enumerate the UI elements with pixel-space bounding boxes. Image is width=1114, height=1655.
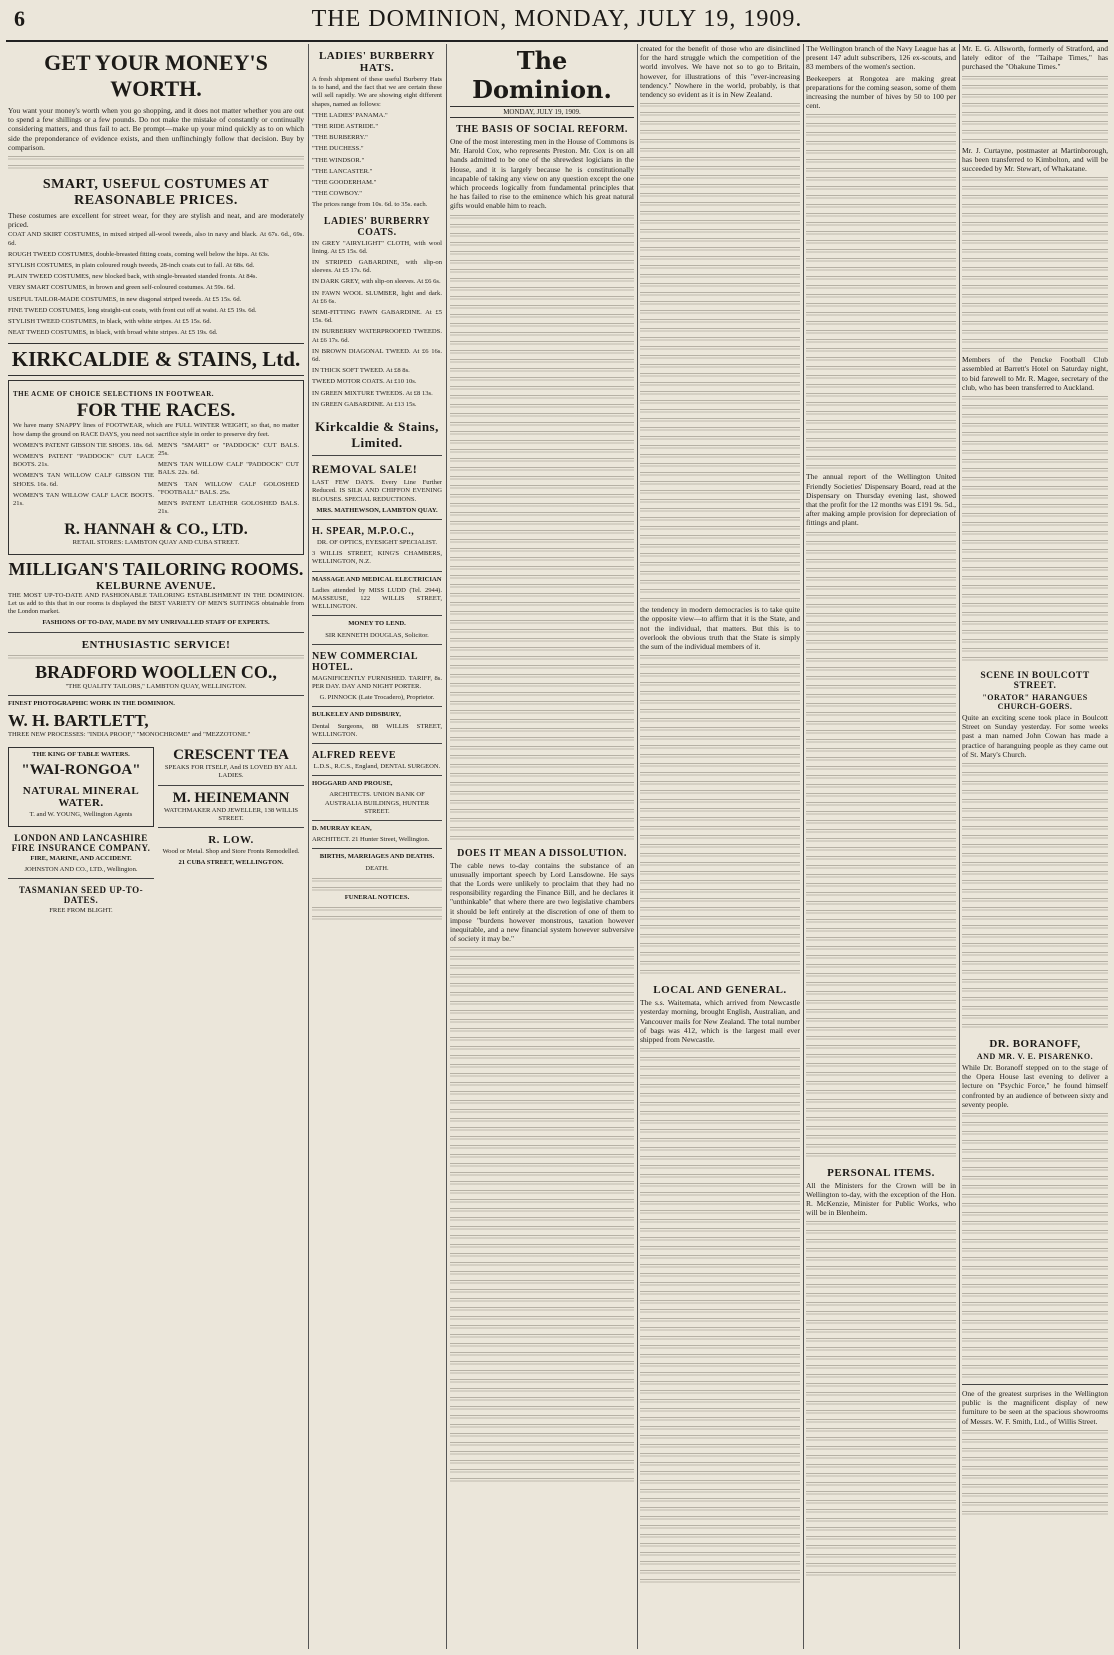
article-body: Beekeepers at Rongotea are making great preparations for the coming season, some of them increasing the number of hives by 50 to 100 per cent. <box>806 73 956 111</box>
list-item: PLAIN TWEED COSTUMES, new blocked back, with single-breasted standed fronts. At 84s. <box>8 273 258 281</box>
coats-headline: LADIES' BURBERRY COATS. <box>323 215 431 238</box>
list-item: FINE TWEED COSTUMES, long straight-cut coats, with front cut off at waist. At £5 19s. 6d. <box>8 306 257 314</box>
article-body: Mr. J. Curtayne, postmaster at Martinborough, has been transferred to Kimbolton, and will be succeeded by Mr. Stewart, of Whakatane. <box>962 145 1108 174</box>
kirkcaldie-advertiser: KIRKCALDIE & STAINS, Ltd. <box>8 343 304 376</box>
hoggard-sub: ARCHITECTS. UNION BANK OF AUSTRALIA BUILDINGS, HUNTER STREET. <box>324 791 430 815</box>
hats-intro: A fresh shipment of these useful Burberry Hats is to hand, and the fact that we are certain these will sell rapidly. We are showing eight different shapes, named as follows: <box>312 76 442 108</box>
removal-head: REMOVAL SALE! <box>312 462 418 477</box>
article-body: The s.s. Waitemata, which arrived from Newcastle yesterday morning, brought English, Australian, and Vancouver mails for New Zealand. The total number of bags was 412, which is the largest mail ever shipped from Newcastle. <box>640 998 800 1045</box>
newspaper-nameplate: The Dominion. <box>472 46 612 104</box>
hannah-address: RETAIL STORES: LAMBTON QUAY AND CUBA STREET. <box>72 539 240 547</box>
news-column-6 <box>962 44 1108 1649</box>
insurance-sub: FIRE, MARINE, AND ACCIDENT. <box>30 854 132 862</box>
list-item: IN STRIPED GABARDINE, with slip-on sleeves. At £5 17s. 6d. <box>312 259 442 275</box>
loan-signature: SIR KENNETH DOUGLAS, Solicitor. <box>325 631 429 639</box>
bartlett-name: W. H. BARTLETT, <box>8 710 149 730</box>
list-item: "THE LADIES' PANAMA." <box>312 111 388 119</box>
list-item: IN GREEN MIXTURE TWEEDS. At £8 13s. <box>312 389 433 397</box>
article-body: One of the greatest surprises in the Wellington public is the magnificent display of new furniture to be seen at the spacious showrooms of Messrs. W. F. Smith, Ltd., of Willis Street. <box>962 1389 1108 1426</box>
list-item: SEMI-FITTING FAWN GABARDINE. At £5 15s. 6d. <box>312 309 442 325</box>
personal-items-headline: PERSONAL ITEMS. <box>827 1166 935 1179</box>
article-body: The annual report of the Wellington United Friendly Societies' Dispensary Board, read at the Dispensary on Thursday evening last, showed that the profit for the 12 months was £191 9s. 5d., after making ample provision for depreciation of fittings and plant. <box>806 472 956 528</box>
hotel-body: MAGNIFICENTLY FURNISHED. TARIFF, 8s. PER DAY. DAY AND NIGHT PORTER. <box>312 674 442 690</box>
article-body: While Dr. Boranoff stepped on to the stage of the Opera House last evening to deliver a lecture on "Psychic Force," he found himself confronted by an audience of between sixty and seventy people. <box>962 1063 1108 1109</box>
article-body: Members of the Pencke Football Club assembled at Barrett's Hotel on Saturday night, to bid farewell to Mr. R. Magee, secretary of the club, who has been transferred to Auckland. <box>962 355 1108 392</box>
local-general-headline: LOCAL AND GENERAL. <box>653 984 787 997</box>
death-head: DEATH. <box>365 864 389 872</box>
races-body: We have many SNAPPY lines of FOOTWEAR, which are FULL WINTER WEIGHT, so that, no matter how damp the ground on RACE DAYS, you need not sacrifice style in order to preserve dry feet. <box>13 422 299 438</box>
list-item: WOMEN'S PATENT GIBSON TIE SHOES. 18s. 6d. <box>13 441 154 449</box>
list-item: WOMEN'S TAN WILLOW CALF LACE BOOTS. 21s. <box>13 491 154 508</box>
births-head: BIRTHS, MARRIAGES AND DEATHS. <box>319 853 435 861</box>
column-rule <box>959 44 960 1649</box>
article-body: created for the benefit of those who are disinclined for the hard struggle which the competition of the world involves. We have not so to go to Britain, however, for illustrations of this "ever-increasing tendency." Nowhere in the world, probably, is that tendency so evident as it is in New Zealand. <box>640 44 800 100</box>
list-item: ROUGH TWEED COSTUMES, double-breasted fitting coats, coming well below the hips. At 63s. <box>8 250 270 258</box>
list-item: "THE RIDE ASTRIDE." <box>312 123 379 131</box>
dateline: MONDAY, JULY 19, 1909. <box>450 106 634 118</box>
dentist-sub: Dental Surgeons, 88 WILLIS STREET, WELLINGTON. <box>312 722 442 738</box>
list-item: "THE COWBOY." <box>312 190 362 198</box>
list-item: IN BURBERRY WATERPROOFED TWEEDS. At £6 17s. 6d. <box>312 328 442 344</box>
costumes-note: These costumes are excellent for street wear, for they are stylish and neat, and are moderately priced. <box>8 211 304 230</box>
hats-list <box>312 112 442 199</box>
water-sub: NATURAL MINERAL WATER. <box>22 785 140 810</box>
costume-list <box>8 231 304 337</box>
coats-list <box>312 240 442 409</box>
editorial-column <box>450 44 634 1649</box>
low-name: R. LOW. <box>208 833 254 846</box>
bradford-name: BRADFORD WOOLLEN CO., <box>35 661 277 682</box>
list-item: USEFUL TAILOR-MADE COSTUMES, in new diagonal striped tweeds. At £5 15s. 6d. <box>8 295 242 303</box>
list-item: STYLISH TWEED COSTUMES, in black, with white stripes. At £5 15s. 6d. <box>8 318 212 326</box>
hotel-signature: G. PINNOCK (Late Trocadero), Proprietor. <box>319 694 435 702</box>
hats-headline: LADIES' BURBERRY HATS. <box>318 50 436 74</box>
bartlett-kicker: FINEST PHOTOGRAPHIC WORK IN THE DOMINION. <box>8 699 175 707</box>
races-advert <box>8 380 304 554</box>
list-item: IN FAWN WOOL SLUMBER, light and dark. At £6 6s. <box>312 289 442 305</box>
milligan-name: MILLIGAN'S TAILORING ROOMS. <box>8 558 304 579</box>
insurance-agents: JOHNSTON AND CO., LTD., Wellington. <box>24 865 138 873</box>
water-agents: T. and W. YOUNG, Wellington Agents <box>29 811 133 819</box>
page-number: 6 <box>14 6 25 31</box>
list-item: "THE GOODERHAM." <box>312 179 377 187</box>
milligan-address: KELBURNE AVENUE. <box>96 579 216 592</box>
boulcott-subheadline: "ORATOR" HARANGUES CHURCH-GOERS. <box>982 693 1088 712</box>
hoggard-head: HOGGARD AND PROUSE, <box>312 780 393 788</box>
list-item: "THE DUCHESS." <box>312 145 364 153</box>
article-body: The Wellington branch of the Navy League has at present 147 adult subscribers, 126 ex-scouts, and 83 members of the women's section. <box>806 44 956 72</box>
seed-sub: FREE FROM BLIGHT. <box>49 906 113 914</box>
hats-price: The prices range from 10s. 6d. to 35s. each. <box>312 201 428 209</box>
insurance-name: LONDON AND LANCASHIRE FIRE INSURANCE COMPANY. <box>11 832 151 853</box>
kirkcaldie-advertiser-2: Kirkcaldie & Stains, Limited. <box>315 419 439 451</box>
article-body: Mr. E. G. Allsworth, formerly of Stratford, and lately editor of the "Taihape Times," has purchased the "Ohakune Times." <box>962 44 1108 72</box>
races-kicker: THE ACME OF CHOICE SELECTIONS IN FOOTWEAR. <box>13 390 215 399</box>
money-worth-intro: You want your money's worth when you go shopping, and it does not matter whether you are out to spend a few shillings or a few pounds. Do not make the mistake of constantly or continually considering matters, and thus fail to act. Be prompt—make up your mind quickly as to on which side the preponderance of evidence exists, and then unflinchingly follow that decision. Buy by comparison. <box>8 106 304 152</box>
hannah-name: R. HANNAH & CO., LTD. <box>64 521 248 539</box>
massage-head: MASSAGE AND MEDICAL ELECTRICIAN <box>312 575 442 583</box>
list-item: IN GREEN GABARDINE. At £13 15s. <box>312 400 417 408</box>
editorial-body-2: The cable news to-day contains the substance of an unusually important speech by Lord Lansdowne. He says that the Lords were unlikely to proclaim that they had no responsibility regarding the Finance Bill, and he declares it "unthinkable" that where there are two legislative chambers it should be left entirely at the discretion of one of them to impose "burdens however monstrous, taxation however inequitable, and a new financial system however subversive of society it may be." <box>450 860 634 944</box>
reeve-sub: L.D.S., R.C.S., England, DENTAL SURGEON. <box>313 762 441 770</box>
list-item: MEN'S PATENT LEATHER GOLOSHED BALS. 21s. <box>158 500 299 516</box>
list-item: IN BROWN DIAGONAL TWEED. At £6 16s. 6d. <box>312 347 442 364</box>
dentist-head: BULKELEY AND DIDSBURY, <box>312 711 401 719</box>
list-item: IN THICK SOFT TWEED. At £8 8s. <box>312 367 410 375</box>
list-item: TWEED MOTOR COATS. At £10 10s. <box>312 378 417 386</box>
bartlett-processes: THREE NEW PROCESSES: "INDIA PROOF," "MONOCHROME" and "MEZZOTONE." <box>8 730 251 738</box>
advert-column-1 <box>8 44 304 1649</box>
loan-head: MONEY TO LEND. <box>348 620 406 628</box>
spear-sub: DR. OF OPTICS, EYESIGHT SPECIALIST. <box>316 538 438 546</box>
massage-body: Ladies attended by MISS LUDD (Tel. 2944). MASSEUSE, 122 WILLIS STREET, WELLINGTON. <box>312 586 442 611</box>
spear-name: H. SPEAR, M.P.O.C., <box>312 525 415 537</box>
masthead <box>6 4 1108 42</box>
bradford-address: "THE QUALITY TAILORS," LAMBTON QUAY, WELLINGTON. <box>65 682 247 690</box>
removal-body: LAST FEW DAYS. Every Line Further Reduced. IS SILK AND CHIFFON EVENING BLOUSES. SPECIAL REDUCTIONS. <box>312 479 442 503</box>
wairongoa-advert <box>8 747 154 826</box>
removal-signature: MRS. MATHEWSON, LAMBTON QUAY. <box>316 506 438 514</box>
article-body: Quite an exciting scene took place in Boulcott Street on Sunday yesterday. For some weeks past a man named John Cowan has made a practice of haranguing people as they came out of St. Mary's Church. <box>962 713 1108 759</box>
list-item: "THE BURBERRY." <box>312 134 368 142</box>
water-name: "WAI-RONGOA" <box>21 762 141 779</box>
funeral-head: FUNERAL NOTICES. <box>344 893 410 901</box>
list-item: WOMEN'S PATENT "PADDOCK" CUT LACE BOOTS. 21s. <box>13 453 154 469</box>
milligan-foot: FASHIONS OF TO-DAY, MADE BY MY UNRIVALLED STAFF OF EXPERTS. <box>42 619 270 627</box>
news-column-4 <box>640 44 800 1649</box>
list-item: WOMEN'S TAN WILLOW CALF GIBSON TIE SHOES. 16s. 6d. <box>13 472 154 488</box>
money-worth-headline: GET YOUR MONEY'S WORTH. <box>44 50 268 101</box>
column-rule <box>803 44 804 1649</box>
list-item: IN DARK GREY, with slip-on sleeves. At £6 6s. <box>312 278 441 286</box>
boranoff-headline: DR. BORANOFF, <box>989 1038 1081 1051</box>
list-item: "THE LANCASTER." <box>312 167 373 175</box>
crescent-name: CRESCENT TEA <box>173 747 289 764</box>
editorial-body-1: One of the most interesting men in the House of Commons is Mr. Harold Cox, who represents Preston. Mr. Cox is on all hands admitted to be one of the shrewdest logicians in the House, and it is largely because he is constitutionally incapable of taking any view on any question except the one which proceeds logically from fundamental principles that he has failed to rise to the eminence which his great natural gifts would enable him to reach. <box>450 137 634 211</box>
seed-head: TASMANIAN SEED UP-TO-DATES. <box>18 884 144 905</box>
list-item: MEN'S TAN WILLOW CALF GOLOSHED "FOOTBALL" BALS. 25s. <box>158 480 299 496</box>
list-item: MEN'S TAN WILLOW CALF "PADDOCK" CUT BALS. 22s. 6d. <box>158 461 299 477</box>
hotel-head: NEW COMMERCIAL HOTEL. <box>312 650 418 673</box>
murray-head: D. MURRAY KEAN, <box>312 824 372 832</box>
crescent-sub: SPEAKS FOR ITSELF, And IS LOVED BY ALL LADIES. <box>164 764 298 780</box>
list-item: IN GREY "AIRYLIGHT" CLOTH, with wool lining. At £5 15s. 6d. <box>312 239 442 255</box>
boranoff-subheadline: AND MR. V. E. PISARENKO. <box>976 1052 1094 1062</box>
column-rule <box>446 44 447 1649</box>
bradford-kicker: ENTHUSIASTIC SERVICE! <box>81 638 231 651</box>
milligan-body: THE MOST UP-TO-DATE AND FASHIONABLE TAILORING ESTABLISHMENT IN THE DOMINION. Let us add to this that in our rooms is displayed the BEST VARIETY OF MEN'S SUITINGS obtainable from the London market. <box>8 591 304 616</box>
list-item: STYLISH COSTUMES, in plain coloured rough tweeds, 28-inch coats cut to fall. At 68s. 6d. <box>8 262 255 270</box>
editorial-headline-1: THE BASIS OF SOCIAL REFORM. <box>456 124 628 135</box>
column-rule <box>637 44 638 1649</box>
list-item: VERY SMART COSTUMES, in brown and green self-coloured costumes. At 59s. 6d. <box>8 284 235 292</box>
list-item: NEAT TWEED COSTUMES, in black, with broad white stripes. At £5 19s. 6d. <box>8 329 218 337</box>
low-sub: Wood or Metal. Shop and Store Fronts Remodelled. <box>162 847 300 855</box>
water-kicker: THE KING OF TABLE WATERS. <box>32 751 130 759</box>
list-item: MEN'S "SMART" or "PADDOCK" CUT BALS. 25s. <box>158 441 299 458</box>
page-title: THE DOMINION, MONDAY, JULY 19, 1909. <box>311 6 803 32</box>
article-body: All the Ministers for the Crown will be in Wellington to-day, with the exception of the Hon. R. McKenzie, Minister for Public Works, who will be in Blenheim. <box>806 1180 956 1218</box>
reeve-head: ALFRED REEVE <box>312 749 397 761</box>
spear-address: 3 WILLIS STREET, KING'S CHAMBERS, WELLINGTON, N.Z. <box>312 550 442 566</box>
murray-sub: ARCHITECT. 21 Hunter Street, Wellington. <box>312 836 430 844</box>
news-column-5 <box>806 44 956 1649</box>
article-body: the tendency in modern democracies is to take quite the opposite view—to affirm that it is the State, and not the individual, that matters. But this is to overlook the obvious truth that the State is simply the sum of the individual members of it. <box>640 605 800 652</box>
costumes-headline: SMART, USEFUL COSTUMES AT REASONABLE PRICES. <box>42 177 270 209</box>
races-headline: FOR THE RACES. <box>76 400 236 422</box>
boulcott-headline: SCENE IN BOULCOTT STREET. <box>980 671 1090 692</box>
advert-column-2 <box>312 44 442 1649</box>
list-item: "THE WINDSOR." <box>312 156 365 164</box>
low-address: 21 CUBA STREET, WELLINGTON. <box>178 859 284 867</box>
column-rule <box>308 44 309 1649</box>
list-item: COAT AND SKIRT COSTUMES, in mixed striped all-wool tweeds, also in navy and black. At 67s. 6d., 69s. 6d. <box>8 231 304 247</box>
editorial-headline-2: DOES IT MEAN A DISSOLUTION. <box>457 847 627 859</box>
heinemann-name: M. HEINEMANN <box>172 789 290 806</box>
heinemann-sub: WATCHMAKER AND JEWELLER, 138 WILLIS STREET. <box>163 806 299 822</box>
